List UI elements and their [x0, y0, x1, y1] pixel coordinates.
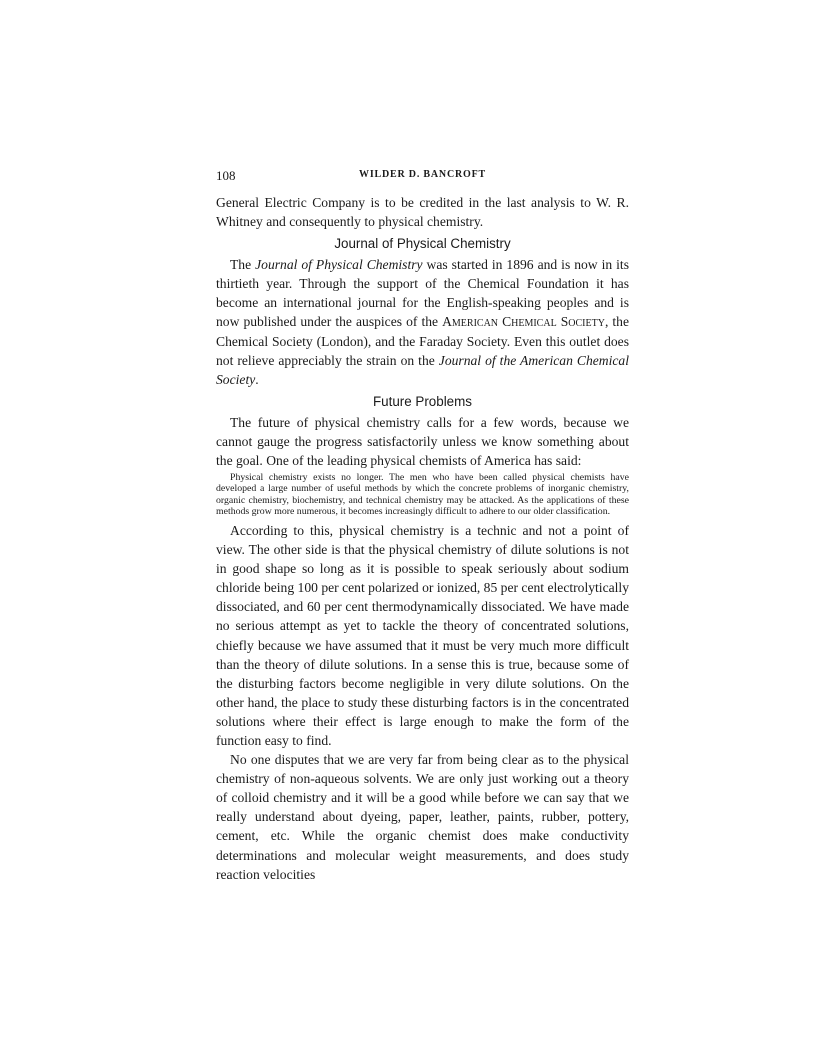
- page-number: 108: [216, 168, 236, 183]
- text-run: was started in 1896 and is now in its thirtieth year. Through the support of the Chemical Foundation it has become an international journal for the English-speaking peoples and is now published under the auspices of the: [216, 257, 629, 330]
- society-name-smallcaps: American Chemical Society: [442, 314, 605, 330]
- journal-title-italic: Journal of the American Chemical Society: [216, 352, 629, 387]
- journal-title-italic: Journal of Physical Chemistry: [255, 257, 423, 273]
- page: [216, 168, 629, 884]
- text-run: The: [230, 257, 256, 273]
- section-heading-journal: Journal of Physical Chemistry: [334, 236, 511, 252]
- future-paragraph-3: No one disputes that we are very far from being clear as to the physical chemistry of non-aqueous solvents. We are only just working out a theory of colloid chemistry and it will be a good while before we can say that we really understand about dyeing, paper, leather, paints, rubber, pottery, cement, etc. While the organic chemist does make conductivity determinations and molecular weight measurements, and does study reaction velocities: [216, 752, 629, 882]
- block-quote: Physical chemistry exists no longer. The men who have been called physical chemists have developed a large number of useful methods by which the concrete problems of inorganic chemistry, organic chemistry, biochemistry, and technical chemistry may be attacked. As the applications of these methods grow more numerous, it becomes increasingly difficult to adhere to our older classification.: [216, 472, 629, 517]
- text-run: , the Chemical Society (London), and the Faraday Society. Even this outlet does not relieve appreciably the strain on the: [216, 314, 629, 368]
- section-heading-future: Future Problems: [373, 393, 472, 409]
- journal-paragraph: [216, 255, 629, 389]
- opening-paragraph: General Electric Company is to be credited in the last analysis to W. R. Whitney and consequently to physical chemistry.: [216, 195, 629, 230]
- running-title: WILDER D. BANCROFT: [359, 169, 486, 180]
- running-head: [216, 168, 629, 186]
- future-paragraph-1: The future of physical chemistry calls for a few words, because we cannot gauge the progress satisfactorily unless we know something about the goal. One of the leading physical chemists of America has said:: [216, 414, 629, 469]
- text-run: .: [255, 371, 259, 387]
- future-paragraph-2: According to this, physical chemistry is a technic and not a point of view. The other side is that the physical chemistry of dilute solutions is not in good shape so long as it is possible to speak seriously about sodium chloride being 100 per cent polarized or ionized, 85 per cent electrolytically dissociated, and 60 per cent thermodynamically dissociated. We have made no serious attempt as yet to tackle the theory of concentrated solutions, chiefly because we have assumed that it must be very much more difficult than the theory of dilute solutions. In a sense this is true, because some of the disturbing factors become negligible in very dilute solutions. On the other hand, the place to study these disturbing factors is in the concentrated solutions where their effect is large enough to make the form of the function easy to find.: [216, 522, 629, 748]
